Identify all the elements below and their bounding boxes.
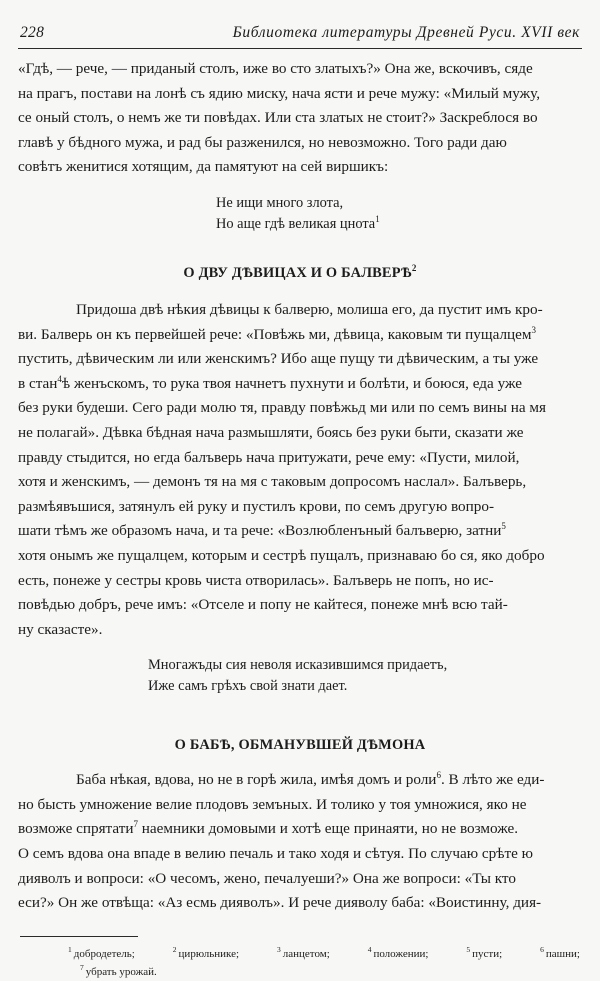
text-line: еси?» Он же отвѣща: «Аз есмь дияволъ». И рече дияволу баба: «Воистинну, дия- (18, 894, 542, 912)
verse-couplet-2 (18, 655, 582, 697)
text-line: хотя и женскимъ, — демонъ тя на мя с таковым допросомъ наслал». Балъверь, (18, 473, 527, 491)
text-line: но бысть умножение велие плодовъ земъных. И толико у тоя умножися, яко не (18, 795, 527, 813)
verse-line: Не ищи много злота, (216, 194, 344, 211)
section-heading-maidens-barber: О ДВУ ДѢВИЦАХ И О БАЛВЕРѢ$^2$ (183, 263, 417, 281)
footnote: $^3$ ланцетом; (277, 945, 330, 960)
text-line: на прагъ, постави на лонѣ съ ядию миску, нача ясти и рече мужу: «Милый мужу, (18, 84, 540, 102)
text-line: Придоша двѣ нѣкия дѣвицы к балверю, молиша его, да пустит имъ кро- (76, 300, 543, 318)
text-line: размѣявъшися, затянулъ ей руку и пустилъ крови, по семъ другую вопро- (18, 497, 495, 515)
text-line: пустить, дѣвическим ли или женскимъ? Ибо аще пущу ти дѣвическим, а ты уже (18, 350, 539, 368)
text-line: есть, понеже у сестры кровь чиста отворилась». Балъверь не попъ, но ис- (18, 571, 494, 589)
text-line: Баба нѣкая, вдова, но не в горѣ жила, имѣя домъ и роли$^6$. В лѣто же еди- (76, 770, 545, 789)
footnote: $^5$ пусти; (466, 945, 503, 960)
footnote: $^7$ убрать урожай. (80, 963, 157, 978)
text-line: не полагай». Дѣвка бѣдная нача размышляти, боясь без руки быти, сказати же (18, 423, 524, 441)
text-line: повѣдью добръ, рече имъ: «Отселе и попу не кайтеся, понеже мнѣ всю тай- (18, 596, 508, 614)
paragraph-old-woman-demon (18, 768, 582, 916)
footnote: $^1$ добродетель; (68, 945, 135, 960)
text-line: возможе спрятати$^7$ наемники домовыми и хотѣ еще принаяти, но не возможе. (18, 819, 519, 838)
page-number: 228 (20, 24, 45, 41)
footnote: $^4$ положении; (367, 945, 429, 960)
paragraph-continued (18, 57, 582, 180)
text-line: О семъ вдова она впаде в велию печаль и тако ходя и сѣтуя. По случаю срѣте ю (18, 845, 534, 863)
text-line: шати тѣмъ же образомъ нача, и та рече: «Возлюбленъный балъверю, затни$^5$ (18, 521, 506, 540)
text-line: в стан$^4$ѣ женъскомъ, то рука твоя начнетъ пухнути и болѣти, и боюся, еда уже (18, 373, 522, 392)
verse-line: Многажъды сия неволя исказившимся придаетъ, (148, 657, 448, 674)
text-line: совѣтъ женитися хотящим, да памятуют на сей виршикъ: (18, 158, 389, 176)
text-line: ну сказасте». (18, 620, 103, 638)
paragraph-maidens-barber (18, 298, 582, 642)
verse-line: Иже самъ грѣхъ свой знати дает. (148, 678, 348, 695)
footnote-ref: 2 (411, 263, 417, 274)
running-head (18, 24, 582, 49)
text-line: главѣ у бѣдного мужа, и рад бы разженился, но невозможно. Того ради даю (18, 133, 507, 151)
footnote-ref: 1 (375, 214, 380, 225)
verse-line: Но аще гдѣ великая цнота$^1$ (216, 214, 380, 232)
section-heading-old-woman-demon: О БАБѢ, ОБМАНУВШЕЙ ДѢМОНА (174, 737, 426, 754)
book-page (18, 24, 582, 981)
verse-couplet-1 (18, 193, 582, 235)
footnote: $^6$ пашни; (540, 945, 580, 960)
running-title: Библиотека литературы Древней Руси. XVII век (232, 24, 580, 41)
footnote: $^2$ цирюльнике; (172, 945, 240, 960)
text-line: правду стыдится, но егда балъверь нача притужати, рече ему: «Пусти, милой, (18, 448, 520, 466)
text-line: дияволъ и вопроси: «О чесомъ, жено, печалуеши?» Она же вопроси: «Ты кто (18, 869, 516, 887)
footnote-divider (20, 936, 138, 937)
text-line: хотя онымъ же пущалцем, которым и сестрѣ пущалъ, признаваю бо ся, яко добро (18, 546, 545, 564)
text-line: без руки будеши. Сего ради молю тя, правду повѣжьд ми или по семъ вины на мя (18, 399, 546, 417)
footnotes (18, 945, 582, 981)
text-line: се оный столъ, о немъ же ти повѣдах. Или ста златых не стоит?» Заскреблося во (18, 109, 538, 127)
text-line: ви. Балверь он къ первейшей рече: «Повѣжь ми, дѣвица, каковым ти пущалцем$^3$ (18, 324, 537, 343)
text-line: «Гдѣ, — рече, — приданый столъ, иже во сто златыхъ?» Она же, вскочивъ, сяде (18, 60, 533, 77)
